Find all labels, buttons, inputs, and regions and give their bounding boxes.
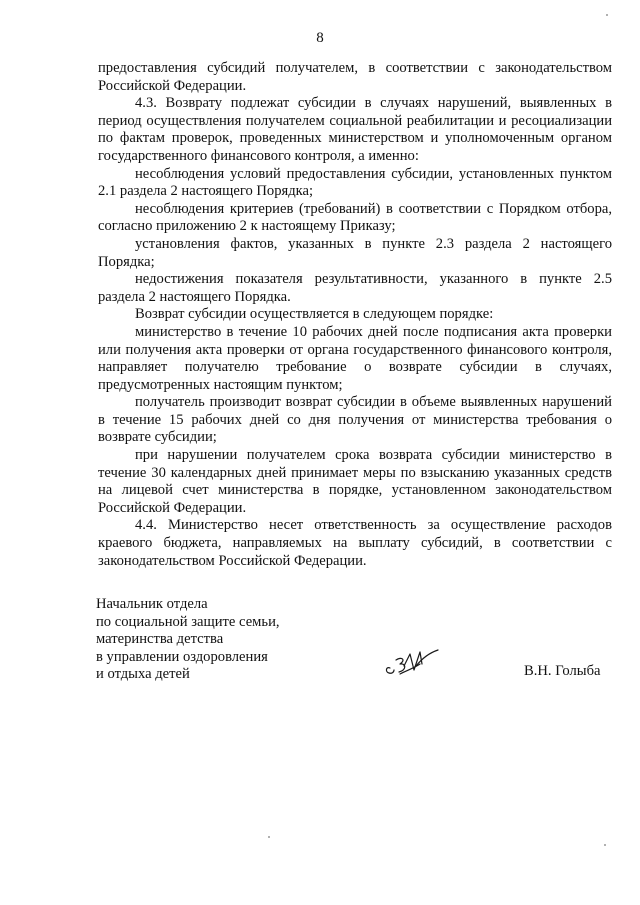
signer-title-line: материнства детства bbox=[96, 631, 224, 648]
list-item: получатель производит возврат субсидии в объеме выявленных нарушений в течение 15 рабочих дней со дня получения от министерства требования о возврате субсидии; bbox=[98, 394, 612, 446]
signer-title-line: Начальник отдела bbox=[96, 596, 208, 612]
paragraph-continuation: предоставления субсидий получателем, в соответствии с законодательством Российской Федерации. bbox=[98, 60, 612, 94]
scan-speck bbox=[606, 14, 608, 16]
list-item: недостижения показателя результативности, указанного в пункте 2.5 раздела 2 настоящего Порядка. bbox=[98, 271, 612, 305]
page-number: 8 bbox=[316, 30, 324, 46]
scan-speck bbox=[604, 844, 606, 846]
document-body bbox=[98, 60, 612, 570]
list-item: при нарушении получателем срока возврата субсидии министерство в течение 30 календарных дней принимает меры по взысканию указанных средств на лицевой счет министерства в порядке, установленном законодательством Российской Федерации. bbox=[98, 447, 612, 516]
paragraph-refund-order: Возврат субсидии осуществляется в следующем порядке: bbox=[135, 306, 494, 323]
list-item: несоблюдения критериев (требований) в соответствии с Порядком отбора, согласно приложению 2 к настоящему Приказу; bbox=[98, 200, 612, 235]
handwritten-signature-icon bbox=[380, 646, 442, 682]
list-item: министерство в течение 10 рабочих дней после подписания акта проверки или получения акта проверки от органа государственного финансового контроля, направляет получателю требование о возврате субсидии в случаях, предусмотренных настоящим пунктом; bbox=[98, 323, 612, 393]
signer-name: В.Н. Голыба bbox=[524, 663, 601, 679]
signer-title-line: и отдыха детей bbox=[96, 666, 190, 683]
paragraph-4-3: 4.3. Возврату подлежат субсидии в случаях нарушений, выявленных в период осуществления получателем социальной реабилитации и ресоциализации по фактам проверок, проведенных министерством и уполномоченным органом государственного финансового контроля, а именно: bbox=[98, 95, 612, 164]
signer-title-line: по социальной защите семьи, bbox=[96, 613, 280, 630]
list-item: установления фактов, указанных в пункте 2.3 раздела 2 настоящего Порядка; bbox=[98, 235, 612, 270]
paragraph-4-4: 4.4. Министерство несет ответственность за осуществление расходов краевого бюджета, направляемых на выплату субсидий, в соответствии с законодательством Российской Федерации. bbox=[98, 517, 612, 569]
scan-speck bbox=[268, 836, 270, 838]
signer-title bbox=[96, 596, 280, 684]
signer-title-line: в управлении оздоровления bbox=[96, 648, 268, 665]
list-item: несоблюдения условий предоставления субсидии, установленных пунктом 2.1 раздела 2 настоящего Порядка; bbox=[98, 165, 612, 200]
